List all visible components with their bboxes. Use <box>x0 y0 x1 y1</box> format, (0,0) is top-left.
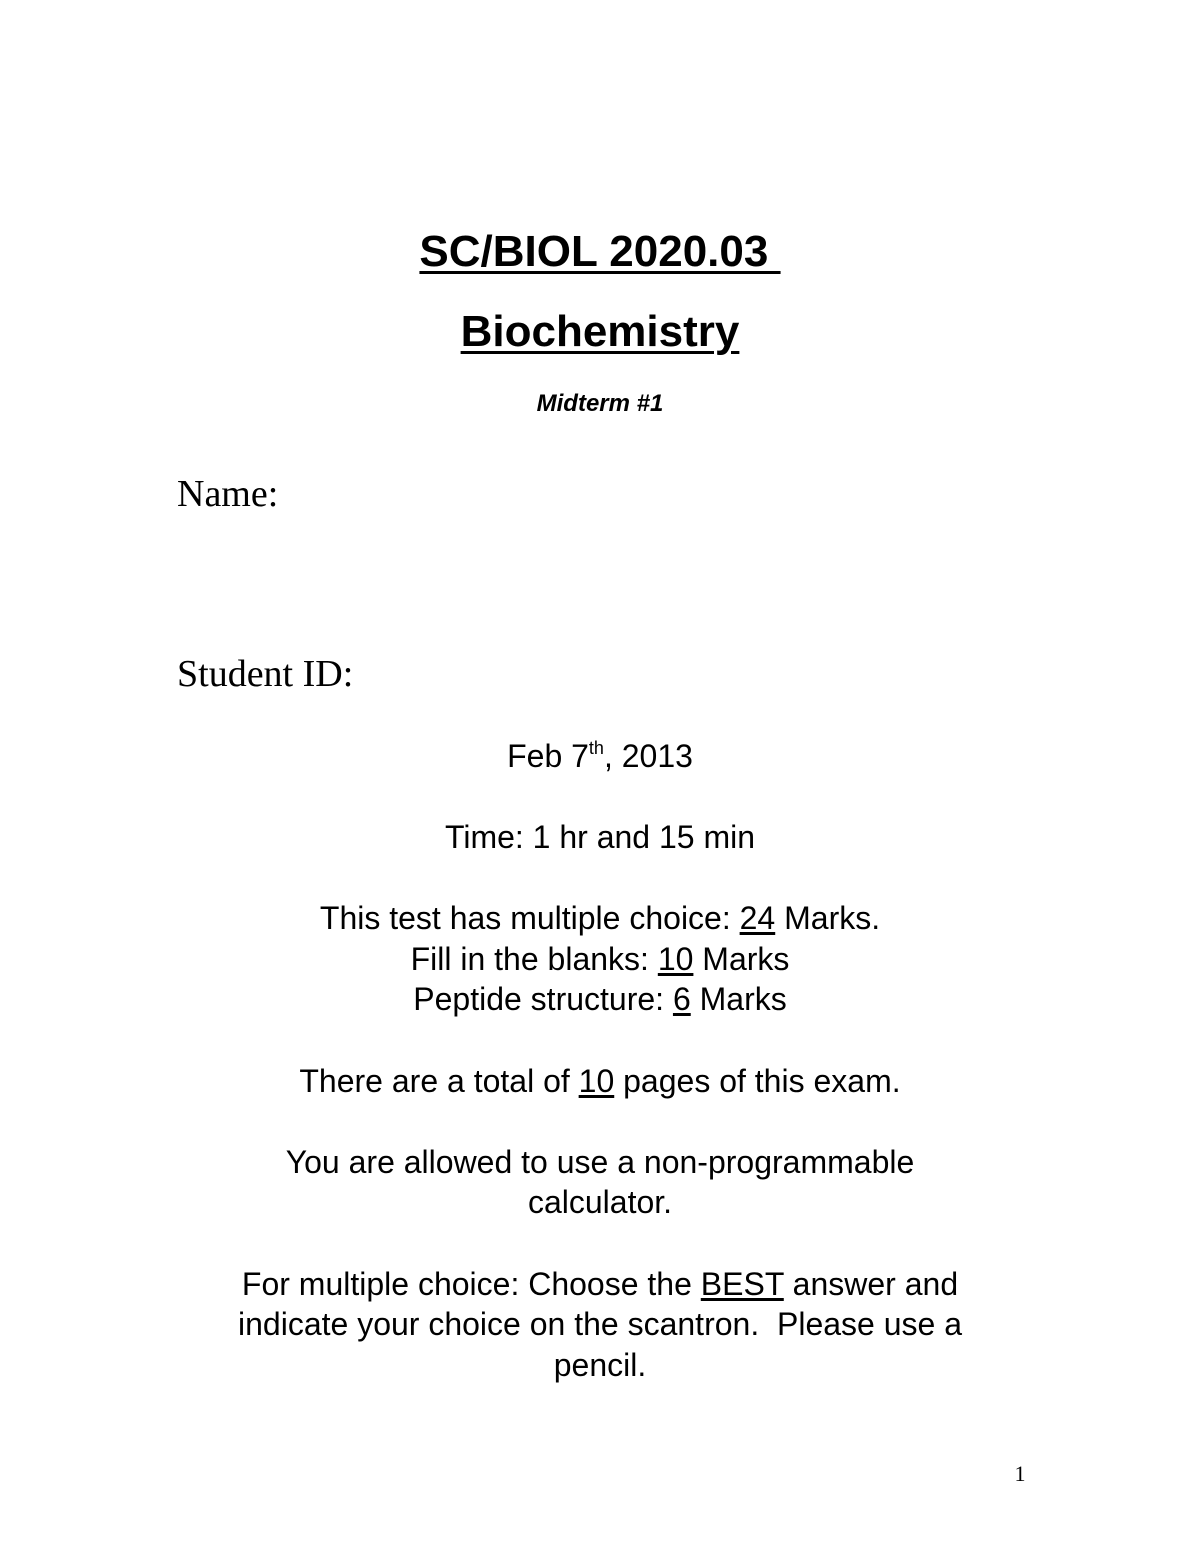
best-emphasis: BEST <box>700 1266 784 1302</box>
instructions-line-3: pencil. <box>553 1347 647 1383</box>
exam-date: Feb 7th, 2013 <box>507 738 693 774</box>
exam-time: Time: 1 hr and 15 min <box>444 819 756 855</box>
calculator-note-line-1: You are allowed to use a non-programmable <box>285 1144 915 1180</box>
total-pages-line: There are a total of 10 pages of this exam. <box>299 1063 901 1099</box>
page-number: 1 <box>1014 1461 1026 1486</box>
course-code: SC/BIOL 2020.03 <box>419 227 781 276</box>
fill-blanks-marks-line: Fill in the blanks: 10 Marks <box>410 941 790 977</box>
multiple-choice-marks-line: This test has multiple choice: 24 Marks. <box>319 900 881 936</box>
instructions-line-1: For multiple choice: Choose the BEST answer and <box>241 1266 959 1302</box>
student-id-label: Student ID: <box>177 653 354 695</box>
name-label: Name: <box>177 473 279 515</box>
multiple-choice-marks-value: 24 <box>739 900 776 936</box>
peptide-structure-marks-value: 6 <box>672 981 691 1017</box>
date-ordinal-suffix: th <box>588 738 604 758</box>
total-pages-value: 10 <box>578 1063 615 1099</box>
instructions-line-2: indicate your choice on the scantron. Please use a <box>238 1306 962 1342</box>
course-title: Biochemistry <box>460 307 740 356</box>
exam-label: Midterm #1 <box>536 390 664 417</box>
calculator-note-line-2: calculator. <box>527 1184 673 1220</box>
fill-blanks-marks-value: 10 <box>657 941 694 977</box>
peptide-structure-marks-line: Peptide structure: 6 Marks <box>413 981 787 1017</box>
